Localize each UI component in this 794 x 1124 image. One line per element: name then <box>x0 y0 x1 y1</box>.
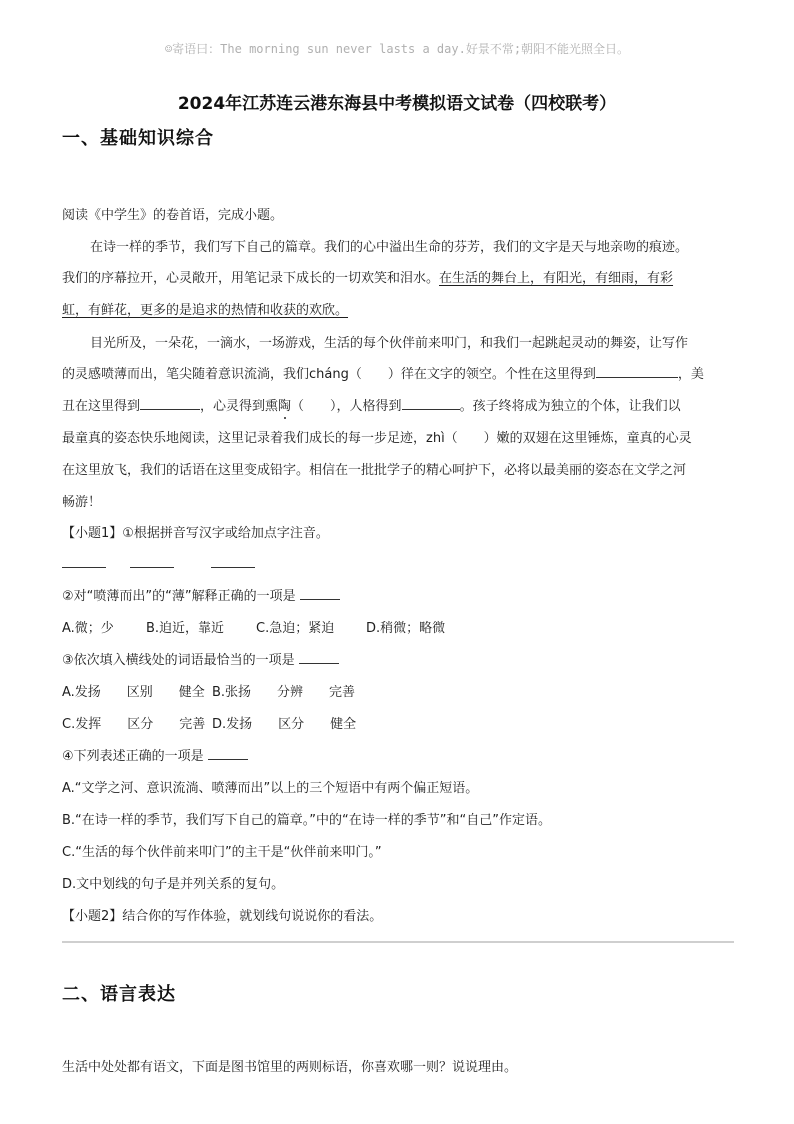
option-d[interactable]: D.稍微；略微 <box>366 621 446 636</box>
passage-text: 。孩子终将成为独立的个体，让我们以 <box>459 399 681 414</box>
option-d[interactable]: D.发扬 区分 健全 <box>212 717 357 732</box>
passage-text: （ ），人格得到 <box>291 399 402 414</box>
fill-blank-2[interactable] <box>140 395 200 410</box>
passage-line-6 <box>62 395 681 414</box>
passage-line-2 <box>62 267 673 286</box>
header-motto: ☺寄语曰：The morning sun never lasts a day.好景不常;朝阳不能光照全日。 <box>164 42 630 56</box>
passage-line-3 <box>62 299 348 318</box>
passage-text: ，心灵得到熏 <box>200 399 279 414</box>
question-5-label: 【小题2】结合你的写作体验，就划线句说说你的看法。 <box>62 909 383 924</box>
option-b[interactable]: B.张扬 分辨 完善 <box>212 685 356 700</box>
question-1-label: 【小题1】①根据拼音写汉字或给加点字注音。 <box>62 526 329 541</box>
passage-line-8: 在这里放飞，我们的话语在这里变成铅字。相信在一批批学子的精心呵护下，必将以最美丽的姿态在文学之河 <box>62 463 687 478</box>
answer-blank-q3[interactable] <box>299 649 339 664</box>
answer-blank-1[interactable] <box>62 553 106 568</box>
passage-line-9: 畅游！ <box>62 495 102 510</box>
answer-blanks-row <box>62 553 255 572</box>
section-1-heading: 一、基础知识综合 <box>62 128 214 149</box>
answer-blank-q2[interactable] <box>300 585 340 600</box>
option-c[interactable]: C.“生活的每个伙伴前来叩门”的主干是“伙伴前来叩门。” <box>62 845 382 860</box>
question-text: ④下列表述正确的一项是 <box>62 749 204 764</box>
option-a[interactable]: A.“文学之河、意识流淌、喷薄而出”以上的三个短语中有两个偏正短语。 <box>62 781 479 796</box>
section-2-intro: 生活中处处都有语文，下面是图书馆里的两则标语，你喜欢哪一则？说说理由。 <box>62 1060 518 1075</box>
option-c[interactable]: C.急迫；紧迫 <box>256 621 335 636</box>
question-2-options <box>62 617 445 636</box>
dotted-character: 陶 <box>278 399 292 414</box>
passage-text: 我们的序幕拉开，心灵敞开，用笔记录下成长的一切欢笑和泪水。 <box>62 271 440 286</box>
question-4 <box>62 745 248 764</box>
passage-line-4: 目光所及，一朵花，一滴水，一场游戏，生活的每个伙伴前来叩门，和我们一起跳起灵动的舞姿，让写作 <box>90 336 689 351</box>
section-divider <box>62 941 734 943</box>
question-3 <box>62 649 339 668</box>
option-d[interactable]: D.文中划线的句子是并列关系的复句。 <box>62 877 285 892</box>
question-3-options-row-2 <box>62 713 356 732</box>
reading-intro: 阅读《中学生》的卷首语，完成小题。 <box>62 208 284 223</box>
answer-blank-3[interactable] <box>211 553 255 568</box>
question-2 <box>62 585 340 604</box>
option-a[interactable]: A.微；少 <box>62 621 114 636</box>
option-b[interactable]: B.迫近，靠近 <box>146 621 225 636</box>
passage-text: 丑在这里得到 <box>62 399 141 414</box>
question-3-options-row-1 <box>62 681 355 700</box>
section-2-heading: 二、语言表达 <box>62 984 176 1005</box>
question-text: ②对“喷薄而出”的“薄”解释正确的一项是 <box>62 589 296 604</box>
option-c[interactable]: C.发挥 区分 完善 <box>62 717 206 732</box>
document-title: 2024年江苏连云港东海县中考模拟语文试卷（四校联考） <box>177 94 617 114</box>
underlined-sentence: 在生活的舞台上，有阳光，有细雨，有彩 <box>439 271 674 286</box>
passage-line-5 <box>62 363 704 382</box>
option-a[interactable]: A.发扬 区别 健全 <box>62 685 205 700</box>
fill-blank-3[interactable] <box>402 395 460 410</box>
passage-text: 的灵感喷薄而出，笔尖随着意识流淌，我们cháng（ ）徉在文字的领空。个性在这里得到 <box>62 367 596 382</box>
underlined-sentence-cont: 虹，有鲜花，更多的是追求的热情和收获的欢欣。 <box>62 303 349 318</box>
answer-blank-q4[interactable] <box>208 745 248 760</box>
passage-line-1: 在诗一样的季节，我们写下自己的篇章。我们的心中溢出生命的芬芳，我们的文字是天与地亲吻的痕迹。 <box>90 240 689 255</box>
passage-text: ，美 <box>677 367 704 382</box>
option-b[interactable]: B.“在诗一样的季节，我们写下自己的篇章。”中的“在诗一样的季节”和“自己”作定语。 <box>62 813 551 828</box>
question-text: ③依次填入横线处的词语最恰当的一项是 <box>62 653 295 668</box>
fill-blank-1[interactable] <box>596 363 678 378</box>
passage-line-7: 最童真的姿态快乐地阅读，这里记录着我们成长的每一步足迹，zhì（ ）嫩的双翅在这里锤炼，童真的心灵 <box>62 431 692 446</box>
answer-blank-2[interactable] <box>130 553 174 568</box>
